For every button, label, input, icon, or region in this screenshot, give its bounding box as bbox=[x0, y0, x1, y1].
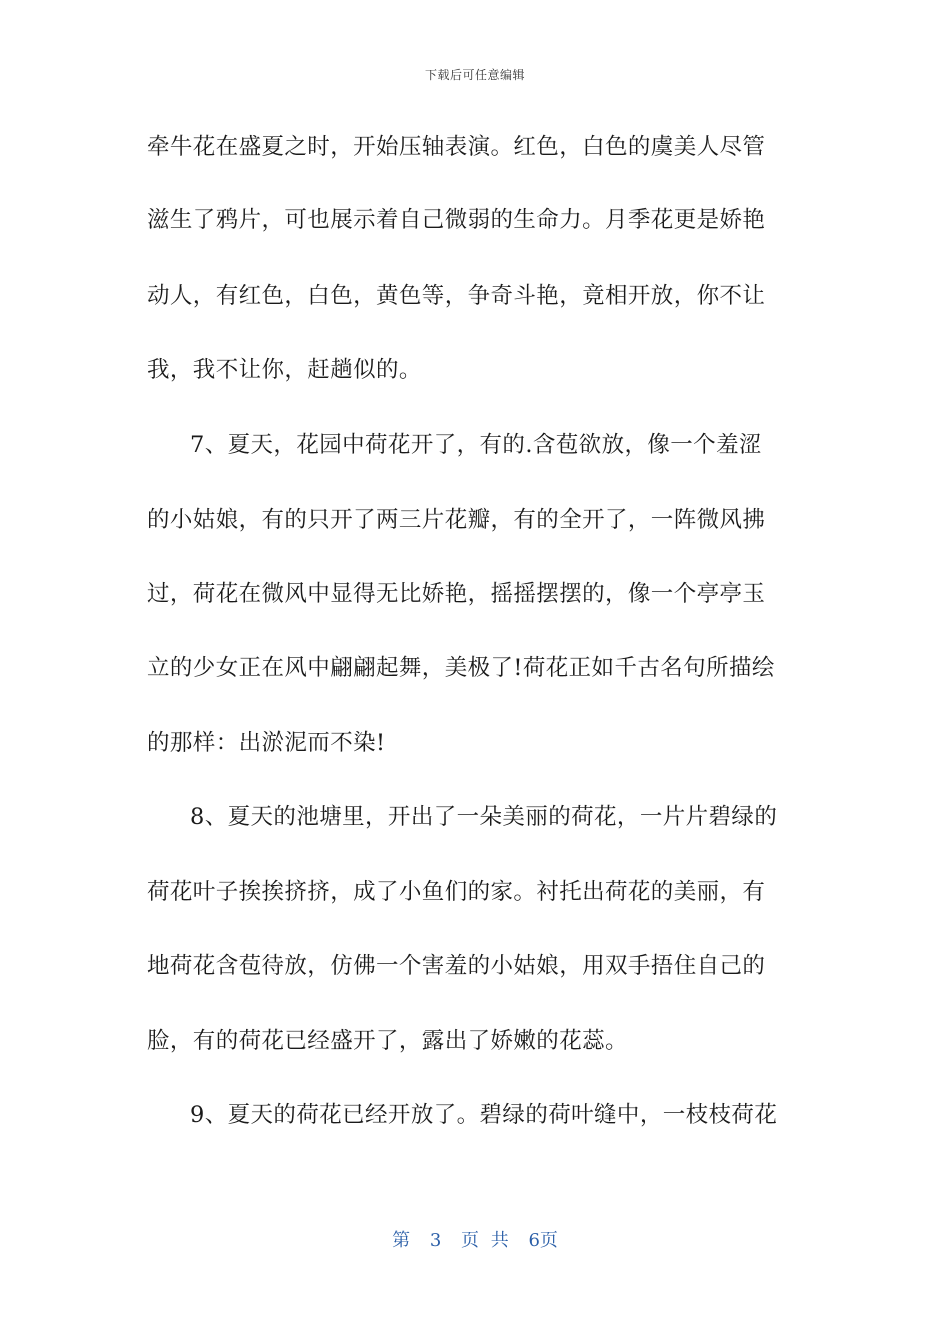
paragraph-3-line-2: 荷花叶子挨挨挤挤，成了小鱼们的家。衬托出荷花的美丽，有 bbox=[147, 879, 766, 905]
paragraph-3-line-4: 脸，有的荷花已经盛开了，露出了娇嫩的花蕊。 bbox=[147, 1028, 628, 1054]
paragraph-4-line-1: 9、夏天的荷花已经开放了。碧绿的荷叶缝中，一枝枝荷花 bbox=[190, 1102, 778, 1128]
page-footer-pagination bbox=[0, 1226, 950, 1252]
paragraph-3-line-1: 8、夏天的池塘里，开出了一朵美丽的荷花，一片片碧绿的 bbox=[190, 804, 778, 830]
paragraph-1-line-3: 动人，有红色，白色，黄色等，争奇斗艳，竟相开放，你不让 bbox=[147, 283, 766, 309]
footer-current-page: 3 bbox=[429, 1230, 442, 1251]
footer-total-pages: 6页 bbox=[528, 1230, 558, 1251]
paragraph-2-line-3: 过，荷花在微风中显得无比娇艳，摇摇摆摆的，像一个亭亭玉 bbox=[147, 581, 766, 607]
footer-label-of: 页 共 bbox=[461, 1230, 509, 1251]
footer-label-page: 第 bbox=[392, 1230, 411, 1251]
paragraph-1-line-1: 牵牛花在盛夏之时，开始压轴表演。红色，白色的虞美人尽管 bbox=[147, 134, 766, 160]
paragraph-2-line-2: 的小姑娘，有的只开了两三片花瓣，有的全开了，一阵微风拂 bbox=[147, 507, 766, 533]
paragraph-2-line-1: 7、夏天，花园中荷花开了，有的.含苞欲放，像一个羞涩 bbox=[190, 432, 762, 458]
page-header-note: 下载后可任意编辑 bbox=[424, 68, 525, 82]
paragraph-2-line-5: 的那样：出淤泥而不染! bbox=[147, 730, 386, 756]
paragraph-1-line-2: 滋生了鸦片，可也展示着自己微弱的生命力。月季花更是娇艳 bbox=[147, 207, 766, 233]
paragraph-2-line-4: 立的少女正在风中翩翩起舞，美极了!荷花正如千古名句所描绘 bbox=[147, 655, 775, 681]
paragraph-1-line-4: 我，我不让你，赶趟似的。 bbox=[147, 357, 422, 383]
paragraph-3-line-3: 地荷花含苞待放，仿佛一个害羞的小姑娘，用双手捂住自己的 bbox=[147, 953, 766, 979]
